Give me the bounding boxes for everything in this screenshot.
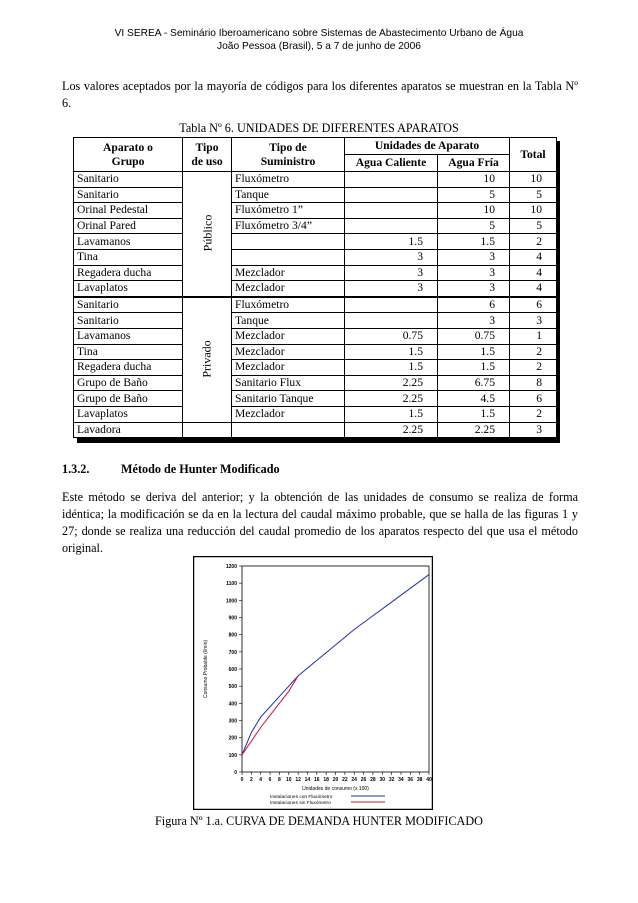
cell-fria: 2.25 xyxy=(438,422,510,438)
x-tick-label: 34 xyxy=(398,777,404,783)
cell-fria: 4.5 xyxy=(438,391,510,407)
table-row xyxy=(74,422,557,438)
cell-total: 6 xyxy=(510,297,557,313)
cell-suministro: Mezclador xyxy=(232,328,345,344)
cell-fria: 10 xyxy=(438,172,510,188)
x-tick-label: 18 xyxy=(323,777,329,783)
cell-aparato: Sanitario xyxy=(74,297,183,313)
cell-caliente: 2.25 xyxy=(345,391,438,407)
x-tick-label: 6 xyxy=(268,777,272,783)
section-title: Método de Hunter Modificado xyxy=(121,462,280,476)
cell-total: 4 xyxy=(510,281,557,297)
header-fria: Agua Fría xyxy=(438,155,510,172)
cell-suministro: Sanitario Tanque xyxy=(232,391,345,407)
cell-caliente: 2.25 xyxy=(345,375,438,391)
table-row xyxy=(74,281,557,297)
table-row xyxy=(74,172,557,188)
header-line-1: VI SEREA - Seminário Iberoamericano sobre Sistemas de Abastecimento Urbano de Água xyxy=(114,28,524,39)
cell-total: 8 xyxy=(510,375,557,391)
chart-frame xyxy=(194,557,433,810)
cell-caliente xyxy=(345,172,438,188)
y-tick-label: 1000 xyxy=(225,598,237,605)
cell-total: 5 xyxy=(510,187,557,203)
cell-fria: 5 xyxy=(438,218,510,234)
cell-total: 6 xyxy=(510,391,557,407)
x-tick-label: 36 xyxy=(407,777,414,783)
cell-caliente: 1.5 xyxy=(345,360,438,376)
y-tick-label: 800 xyxy=(228,632,237,639)
figure-caption: Figura Nº 1.a. CURVA DE DEMANDA HUNTER MODIFICADO xyxy=(155,814,483,828)
cell-suministro: Fluxómetro xyxy=(232,172,345,188)
section-number: 1.3.2. xyxy=(62,462,90,476)
cell-aparato: Regadera ducha xyxy=(74,265,183,281)
cell-aparato: Sanitario xyxy=(74,313,183,329)
cell-suministro: Mezclador xyxy=(232,360,345,376)
y-tick-label: 600 xyxy=(228,667,237,673)
table-row xyxy=(74,391,557,407)
intro-paragraph: Los valores aceptados por la mayoría de códigos para los diferentes aparatos se muestran en la Tabla Nº 6. xyxy=(62,79,578,110)
y-tick-label: 900 xyxy=(228,615,237,622)
cell-caliente: 1.5 xyxy=(345,234,438,250)
cell-total: 1 xyxy=(510,328,557,344)
x-tick-label: 8 xyxy=(278,777,281,783)
cell-suministro xyxy=(232,234,345,250)
table-row xyxy=(74,313,557,329)
header-suministro xyxy=(232,138,345,172)
cell-suministro: Tanque xyxy=(232,187,345,203)
y-tick-label: 400 xyxy=(228,701,237,708)
header-line-2: João Pessoa (Brasil), 5 a 7 de junho de 2006 xyxy=(217,41,421,52)
cell-suministro: Mezclador xyxy=(232,344,345,360)
x-tick-label: 28 xyxy=(370,777,376,783)
cell-fria: 6 xyxy=(438,297,510,313)
cell-total: 4 xyxy=(510,265,557,281)
cell-suministro xyxy=(232,422,345,438)
x-tick-label: 10 xyxy=(285,777,292,783)
x-tick-label: 4 xyxy=(259,777,263,783)
cell-total: 3 xyxy=(510,422,557,438)
y-tick-label: 100 xyxy=(228,752,237,759)
cell-suministro: Sanitario Flux xyxy=(232,375,345,391)
table-caption: Tabla Nº 6. UNIDADES DE DIFERENTES APARATOS xyxy=(179,121,459,135)
cell-aparato: Lavamanos xyxy=(74,234,183,250)
header-aparato-l2: Grupo xyxy=(111,154,145,168)
x-tick-label: 2 xyxy=(249,777,253,783)
hunter-chart xyxy=(193,556,433,810)
table-row xyxy=(74,297,557,313)
cell-fria: 3 xyxy=(438,281,510,297)
cell-aparato: Lavadora xyxy=(74,422,183,438)
x-tick-label: 0 xyxy=(240,777,244,783)
cell-total: 2 xyxy=(510,234,557,250)
cell-caliente: 3 xyxy=(345,265,438,281)
cell-aparato: Sanitario xyxy=(74,187,183,203)
x-tick-label: 12 xyxy=(295,777,301,783)
body-paragraph: Este método se deriva del anterior; y la obtención de las unidades de consumo se realiza de forma idéntica; la modificación se da en la lectura del caudal máximo probable, que se halla de las figuras 1 y 27; donde se realiza una reducción del caudal promedio de los aparatos respecto del que usa el método original. xyxy=(62,490,578,555)
x-tick-label: 40 xyxy=(426,777,432,783)
y-tick-label: 0 xyxy=(234,770,237,776)
cell-aparato: Grupo de Baño xyxy=(74,391,183,407)
cell-suministro: Mezclador xyxy=(232,406,345,422)
cell-suministro: Fluxómetro 1” xyxy=(232,203,345,219)
cell-fria: 1.5 xyxy=(438,360,510,376)
x-tick-label: 30 xyxy=(379,777,386,783)
x-axis-label: Unidades de consumo (x 100) xyxy=(302,786,369,792)
table-row xyxy=(74,344,557,360)
header-suministro-l1: Tipo de xyxy=(269,140,307,154)
hunter-chart-svg xyxy=(193,556,433,810)
cell-suministro: Fluxómetro 3/4” xyxy=(232,218,345,234)
cell-aparato: Tina xyxy=(74,249,183,265)
cell-caliente: 1.5 xyxy=(345,344,438,360)
section-heading xyxy=(62,462,280,477)
header-tipo xyxy=(183,138,232,172)
group-privado-label: Privado xyxy=(200,340,214,378)
x-tick-label: 14 xyxy=(304,777,311,783)
x-tick-label: 24 xyxy=(351,777,357,783)
table-row xyxy=(74,360,557,376)
cell-suministro: Mezclador xyxy=(232,265,345,281)
cell-fria: 5 xyxy=(438,187,510,203)
table-row xyxy=(74,265,557,281)
cell-suministro: Mezclador xyxy=(232,281,345,297)
header-caliente: Agua Caliente xyxy=(345,155,438,172)
table-row xyxy=(74,234,557,250)
cell-aparato: Regadera ducha xyxy=(74,360,183,376)
cell-caliente: 0.75 xyxy=(345,328,438,344)
table-row xyxy=(74,406,557,422)
header-tipo-l1: Tipo xyxy=(195,140,219,154)
cell-fria: 0.75 xyxy=(438,328,510,344)
cell-suministro: Tanque xyxy=(232,313,345,329)
cell-fria: 1.5 xyxy=(438,406,510,422)
cell-total: 3 xyxy=(510,313,557,329)
x-tick-label: 38 xyxy=(416,777,423,783)
cell-fria: 1.5 xyxy=(438,234,510,250)
cell-fria: 3 xyxy=(438,249,510,265)
cell-total: 2 xyxy=(510,406,557,422)
cell-aparato: Lavamanos xyxy=(74,328,183,344)
cell-total: 5 xyxy=(510,218,557,234)
cell-suministro: Fluxómetro xyxy=(232,297,345,313)
header-unidades: Unidades de Aparato xyxy=(345,138,510,155)
cell-fria: 1.5 xyxy=(438,344,510,360)
header-aparato-l1: Aparato o xyxy=(103,140,153,154)
x-tick-label: 26 xyxy=(360,777,367,783)
cell-total: 10 xyxy=(510,172,557,188)
legend-label-1: Instalaciones sin Fluxómetro xyxy=(270,801,331,806)
x-tick-label: 16 xyxy=(314,777,320,783)
group-privado xyxy=(183,297,232,422)
cell-caliente: 1.5 xyxy=(345,406,438,422)
y-tick-label: 1100 xyxy=(226,581,237,588)
cell-caliente xyxy=(345,187,438,203)
y-tick-label: 500 xyxy=(228,684,237,691)
table-row xyxy=(74,249,557,265)
cell-aparato: Lavaplatos xyxy=(74,406,183,422)
cell-fria: 10 xyxy=(438,203,510,219)
header-suministro-l2: Suministro xyxy=(260,154,316,168)
y-axis-label: Consumo Probable (l/min) xyxy=(203,639,209,699)
y-tick-label: 700 xyxy=(228,649,237,656)
y-tick-label: 300 xyxy=(228,718,237,725)
y-tick-label: 200 xyxy=(228,735,237,742)
cell-aparato: Lavaplatos xyxy=(74,281,183,297)
cell-caliente xyxy=(345,313,438,329)
x-tick-label: 22 xyxy=(342,777,348,783)
table-row xyxy=(74,187,557,203)
cell-suministro xyxy=(232,249,345,265)
cell-total: 2 xyxy=(510,344,557,360)
cell-aparato: Grupo de Baño xyxy=(74,375,183,391)
group-publico-label: Público xyxy=(199,215,214,252)
cell-caliente xyxy=(345,297,438,313)
cell-fria: 6.75 xyxy=(438,375,510,391)
cell-fria: 3 xyxy=(438,313,510,329)
cell-caliente: 3 xyxy=(345,249,438,265)
header-total: Total xyxy=(510,138,557,172)
table-row xyxy=(74,375,557,391)
units-table xyxy=(73,137,557,438)
y-tick-label: 1200 xyxy=(225,564,237,570)
cell-caliente: 2.25 xyxy=(345,422,438,438)
cell-fria: 3 xyxy=(438,265,510,281)
cell-aparato: Sanitario xyxy=(74,172,183,188)
page-header xyxy=(0,27,638,53)
cell-tipo-empty xyxy=(183,422,232,438)
cell-aparato: Orinal Pedestal xyxy=(74,203,183,219)
cell-aparato: Tina xyxy=(74,344,183,360)
cell-total: 10 xyxy=(510,203,557,219)
cell-aparato: Orinal Pared xyxy=(74,218,183,234)
table-row xyxy=(74,328,557,344)
cell-total: 4 xyxy=(510,249,557,265)
legend-label-0: Instalaciones con Fluxómetro xyxy=(270,795,333,800)
header-tipo-l2: de uso xyxy=(191,154,223,168)
table-row xyxy=(74,203,557,219)
header-aparato xyxy=(74,138,183,172)
table-row xyxy=(74,218,557,234)
cell-caliente: 3 xyxy=(345,281,438,297)
cell-caliente xyxy=(345,203,438,219)
group-publico xyxy=(183,172,232,297)
cell-caliente xyxy=(345,218,438,234)
x-tick-label: 32 xyxy=(388,777,395,783)
x-tick-label: 20 xyxy=(332,777,339,783)
cell-total: 2 xyxy=(510,360,557,376)
units-table-wrapper xyxy=(73,137,560,443)
